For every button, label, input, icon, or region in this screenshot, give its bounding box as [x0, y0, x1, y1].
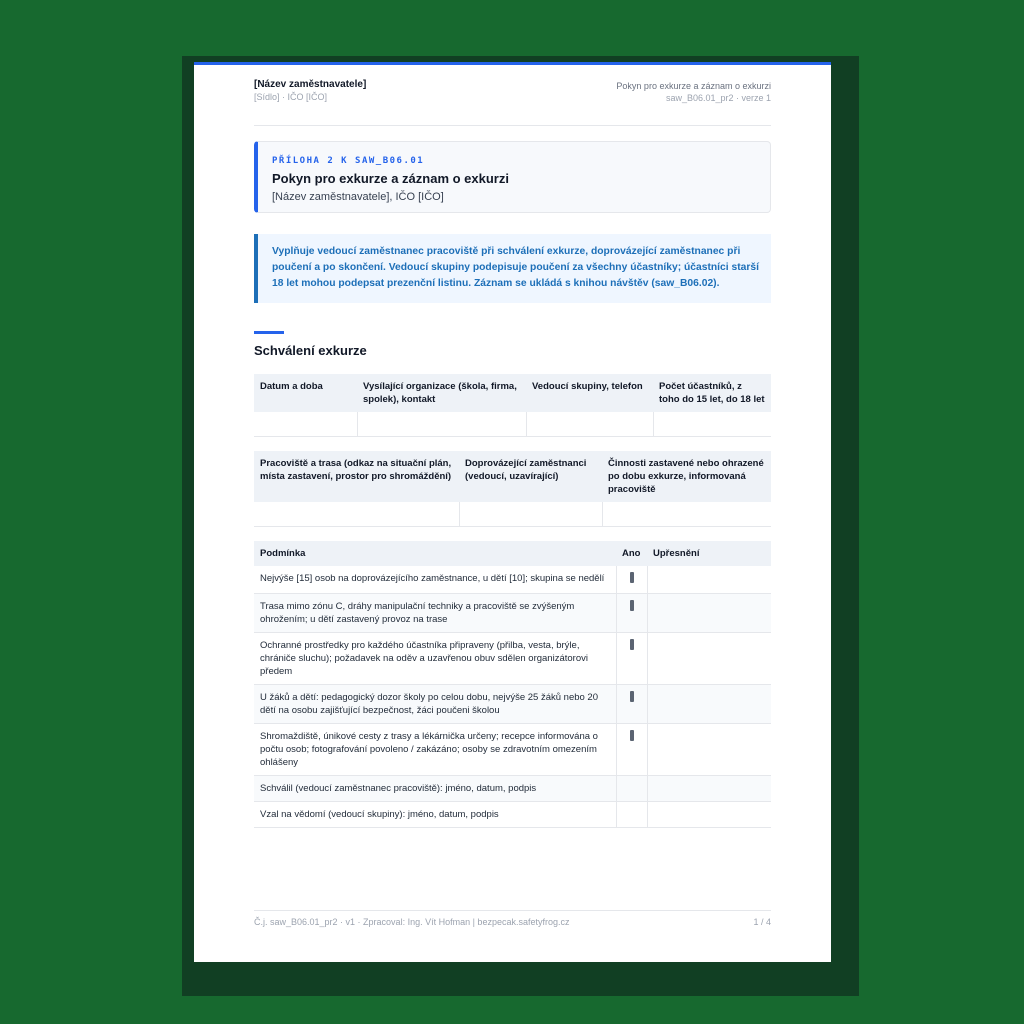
cell-organization[interactable] [357, 412, 526, 436]
checkbox-icon[interactable] [630, 639, 634, 650]
col-condition: Podmínka [254, 541, 616, 566]
details-cell[interactable] [647, 724, 771, 776]
col-details: Upřesnění [647, 541, 771, 566]
col-stopped-activities: Činnosti zastavené nebo ohrazené po dobu exkurze, informovaná pracoviště [602, 451, 771, 502]
col-yes: Ano [616, 541, 647, 566]
condition-text: Trasa mimo zónu C, dráhy manipulační techniky a pracoviště se zvýšeným ohrožením; u dětí zastavený provoz na trase [254, 594, 616, 633]
table-row [254, 802, 771, 828]
footer-reference: Č.j. saw_B06.01_pr2 · v1 · Zpracoval: Ing. Vít Hofman | bezpecak.safetyfrog.cz [254, 917, 570, 927]
condition-text: Schválil (vedoucí zaměstnanec pracoviště): jméno, datum, podpis [254, 776, 616, 802]
condition-text: U žáků a dětí: pedagogický dozor školy po celou dobu, nejvýše 25 žáků nebo 20 dětí na osobu zajišťující bezpečnost, žáci poučeni školou [254, 685, 616, 724]
cell-participants[interactable] [653, 412, 771, 436]
details-cell[interactable] [647, 594, 771, 633]
page-header [254, 78, 771, 126]
yes-cell[interactable] [616, 685, 647, 724]
checkbox-icon[interactable] [630, 572, 634, 583]
condition-text: Ochranné prostředky pro každého účastníka připraveny (přilba, vesta, brýle, chrániče sluchu); požadavek na oděv a uzavřenou obuv sdělen organizátorovi předem [254, 633, 616, 685]
table-row [254, 566, 771, 594]
details-cell[interactable] [647, 802, 771, 828]
col-group-leader: Vedoucí skupiny, telefon [526, 374, 653, 412]
approval-table-2 [254, 451, 771, 527]
annex-kicker: PŘÍLOHA 2 K SAW_B06.01 [272, 156, 425, 166]
yes-cell[interactable] [616, 776, 647, 802]
document-page [194, 62, 831, 962]
header-doc-meta: saw_B06.01_pr2 · verze 1 [665, 93, 771, 103]
table-row [254, 594, 771, 633]
condition-text: Vzal na vědomí (vedoucí skupiny): jméno, datum, podpis [254, 802, 616, 828]
table-row [254, 776, 771, 802]
table-row [254, 633, 771, 685]
condition-text: Nejvýše [15] osob na doprovázejícího zaměstnance, u dětí [10]; skupina se nedělí [254, 566, 616, 594]
yes-cell[interactable] [616, 802, 647, 828]
yes-cell[interactable] [616, 566, 647, 594]
annex-box [254, 141, 771, 213]
cell-route[interactable] [254, 502, 459, 526]
annex-subtitle: [Název zaměstnavatele], IČO [IČO] [272, 191, 444, 203]
page-number: 1 / 4 [753, 917, 771, 927]
cell-date[interactable] [254, 412, 357, 436]
employer-seat: [Sídlo] · IČO [IČO] [254, 92, 328, 102]
details-cell[interactable] [647, 566, 771, 594]
cell-escorts[interactable] [459, 502, 602, 526]
section-rule [254, 331, 284, 334]
yes-cell[interactable] [616, 594, 647, 633]
cell-group-leader[interactable] [526, 412, 653, 436]
conditions-table [254, 541, 771, 828]
table-row [254, 412, 771, 436]
header-doc-title: Pokyn pro exkurze a záznam o exkurzi [616, 81, 771, 91]
col-date: Datum a doba [254, 374, 357, 412]
employer-name: [Název zaměstnavatele] [254, 79, 367, 90]
col-escorts: Doprovázející zaměstnanci (vedoucí, uzavírající) [459, 451, 602, 502]
col-route: Pracoviště a trasa (odkaz na situační plán, místa zastavení, prostor pro shromáždění) [254, 451, 459, 502]
section-title: Schválení exkurze [254, 343, 367, 358]
instruction-text: Vyplňuje vedoucí zaměstnanec pracoviště při schválení exkurze, doprovázející zaměstnanec při poučení a po skončení. Vedoucí skupiny podepisuje poučení za všechny účastníky; účastníci starší 18 let mohou podepsat prezenční listinu. Záznam se ukládá s knihou návštěv (saw_B06.02). [272, 246, 759, 289]
table-row [254, 685, 771, 724]
annex-title: Pokyn pro exkurze a záznam o exkurzi [272, 171, 509, 186]
yes-cell[interactable] [616, 633, 647, 685]
checkbox-icon[interactable] [630, 600, 634, 611]
condition-text: Shromaždiště, únikové cesty z trasy a lékárnička určeny; recepce informována o počtu osob; fotografování povoleno / zakázáno; osoby se zdravotním omezením ohlášeny [254, 724, 616, 776]
yes-cell[interactable] [616, 724, 647, 776]
details-cell[interactable] [647, 776, 771, 802]
checkbox-icon[interactable] [630, 730, 634, 741]
page-footer [254, 910, 771, 930]
checkbox-icon[interactable] [630, 691, 634, 702]
approval-table-1 [254, 374, 771, 437]
table-row [254, 502, 771, 526]
details-cell[interactable] [647, 633, 771, 685]
table-row [254, 724, 771, 776]
details-cell[interactable] [647, 685, 771, 724]
instruction-note [254, 234, 771, 303]
cell-stopped-activities[interactable] [602, 502, 771, 526]
col-participants: Počet účastníků, z toho do 15 let, do 18 let [653, 374, 771, 412]
col-organization: Vysílající organizace (škola, firma, spolek), kontakt [357, 374, 526, 412]
